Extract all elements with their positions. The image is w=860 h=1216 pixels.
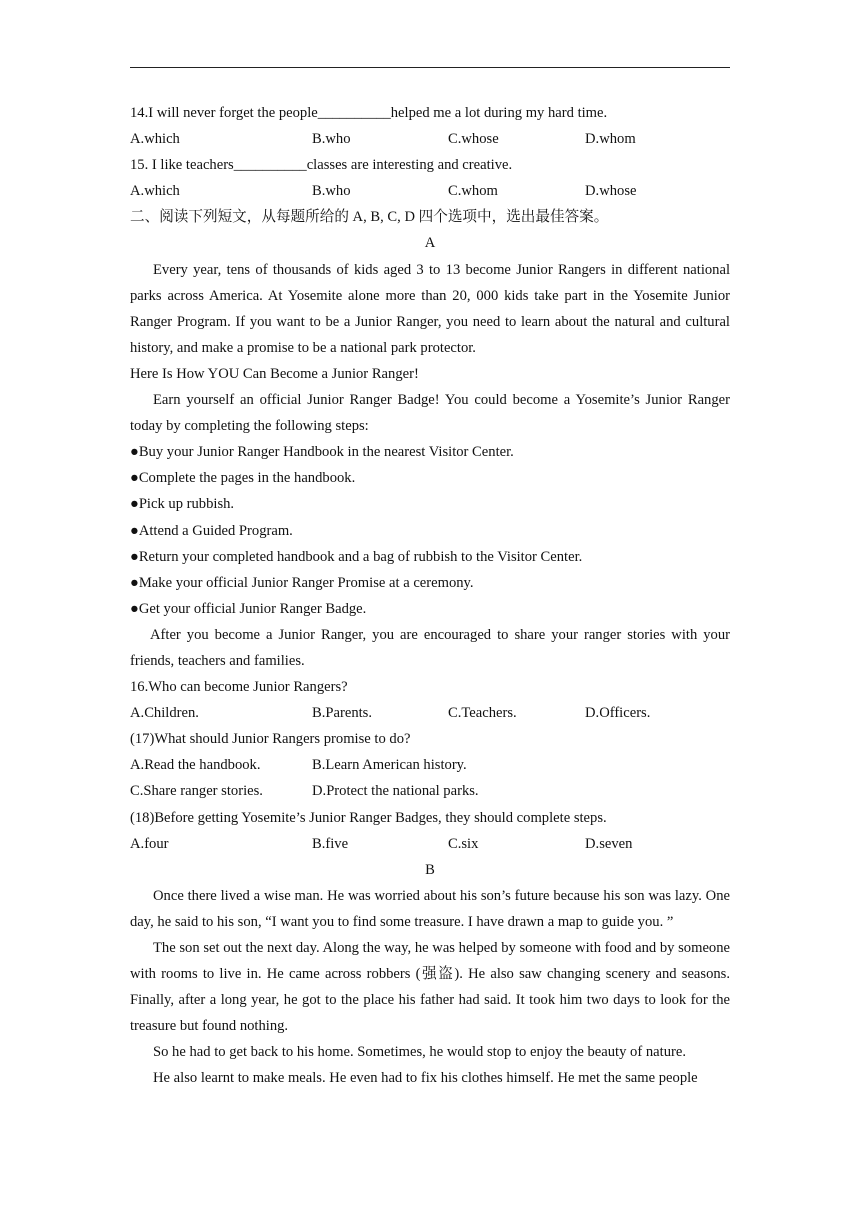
option-c: C.Share ranger stories.	[130, 783, 263, 800]
option-b: B.five	[312, 835, 349, 852]
passage-a-label: A	[424, 235, 436, 252]
option-d: D.Protect the national parks.	[312, 783, 479, 800]
option-c: C.Teachers.	[448, 705, 517, 722]
step-item: ●Attend a Guided Program.	[130, 522, 293, 539]
passage-a-paragraph-3: After you become a Junior Ranger, you are encouraged to share your ranger stories with your friends, teachers and families.	[130, 626, 730, 669]
option-d: D.whom	[585, 131, 636, 148]
passage-b-paragraph-2: The son set out the next day. Along the way, he was helped by someone with food and by someone with rooms to live in. He came across robbers (强盗). He also saw changing scenery and seasons. Finally, after a long year, he got to the place his father had said. It took him two days to look for the treasure but found nothing.	[130, 940, 730, 1035]
option-a: A.Children.	[130, 705, 199, 722]
step-item: ●Return your completed handbook and a bag of rubbish to the Visitor Center.	[130, 548, 583, 565]
step-item: ●Buy your Junior Ranger Handbook in the nearest Visitor Center.	[130, 444, 514, 461]
passage-b-paragraph-3: So he had to get back to his home. Sometimes, he would stop to enjoy the beauty of nature.	[153, 1044, 686, 1061]
section-2-title: 二、阅读下列短文，从每题所给的 A, B, C, D 四个选项中，选出最佳答案。	[130, 209, 609, 226]
option-c: C.whom	[448, 183, 498, 200]
passage-a-paragraph-1: Every year, tens of thousands of kids aged 3 to 13 become Junior Rangers in different national parks across America. At Yosemite alone more than 20, 000 kids take part in the Yosemite Junior Ranger Program. If you want to be a Junior Ranger, you need to learn about the natural and cultural history, and make a promise to be a national park protector.	[130, 261, 730, 356]
question-18-options	[130, 831, 730, 857]
passage-b-label: B	[425, 861, 435, 878]
option-a: A.Read the handbook.	[130, 757, 261, 774]
question-17-options-row-1	[130, 752, 730, 778]
question-15-stem: 15. I like teachers__________classes are interesting and creative.	[130, 157, 513, 174]
question-14-options	[130, 126, 730, 152]
step-item: ●Get your official Junior Ranger Badge.	[130, 600, 367, 617]
question-14-stem: 14.I will never forget the people__________helped me a lot during my hard time.	[130, 105, 608, 121]
question-18-stem: (18)Before getting Yosemite’s Junior Ranger Badges, they should complete steps.	[130, 809, 607, 826]
option-b: B.Learn American history.	[312, 757, 467, 774]
header-rule	[130, 67, 730, 68]
question-16-options	[130, 700, 730, 726]
question-17-stem: (17)What should Junior Rangers promise to do?	[130, 731, 411, 748]
option-d: D.whose	[585, 183, 637, 200]
step-item: ●Complete the pages in the handbook.	[130, 470, 356, 487]
option-a: A.which	[130, 131, 180, 148]
question-16-stem: 16.Who can become Junior Rangers?	[130, 679, 348, 696]
option-a: A.four	[130, 835, 169, 852]
option-b: B.who	[312, 131, 351, 148]
passage-a-heading: Here Is How YOU Can Become a Junior Ranger!	[130, 365, 419, 382]
step-item: ●Pick up rubbish.	[130, 496, 235, 513]
question-17-options-row-2	[130, 778, 730, 804]
option-d: D.Officers.	[585, 705, 651, 722]
document-body	[130, 100, 730, 1092]
option-d: D.seven	[585, 835, 633, 852]
option-b: B.Parents.	[312, 705, 372, 722]
option-c: C.six	[448, 835, 479, 852]
passage-b-paragraph-4: He also learnt to make meals. He even had to fix his clothes himself. He met the same people	[153, 1070, 698, 1087]
option-b: B.who	[312, 183, 351, 200]
passage-a-paragraph-2: Earn yourself an official Junior Ranger Badge! You could become a Yosemite’s Junior Ranger today by completing the following steps:	[130, 392, 730, 435]
option-a: A.which	[130, 183, 180, 200]
option-c: C.whose	[448, 131, 499, 148]
passage-b-paragraph-1: Once there lived a wise man. He was worried about his son’s future because his son was lazy. One day, he said to his son, “I want you to find some treasure. I have drawn a map to guide you. ”	[130, 887, 730, 930]
step-item: ●Make your official Junior Ranger Promise at a ceremony.	[130, 574, 474, 591]
question-15-options	[130, 178, 730, 204]
